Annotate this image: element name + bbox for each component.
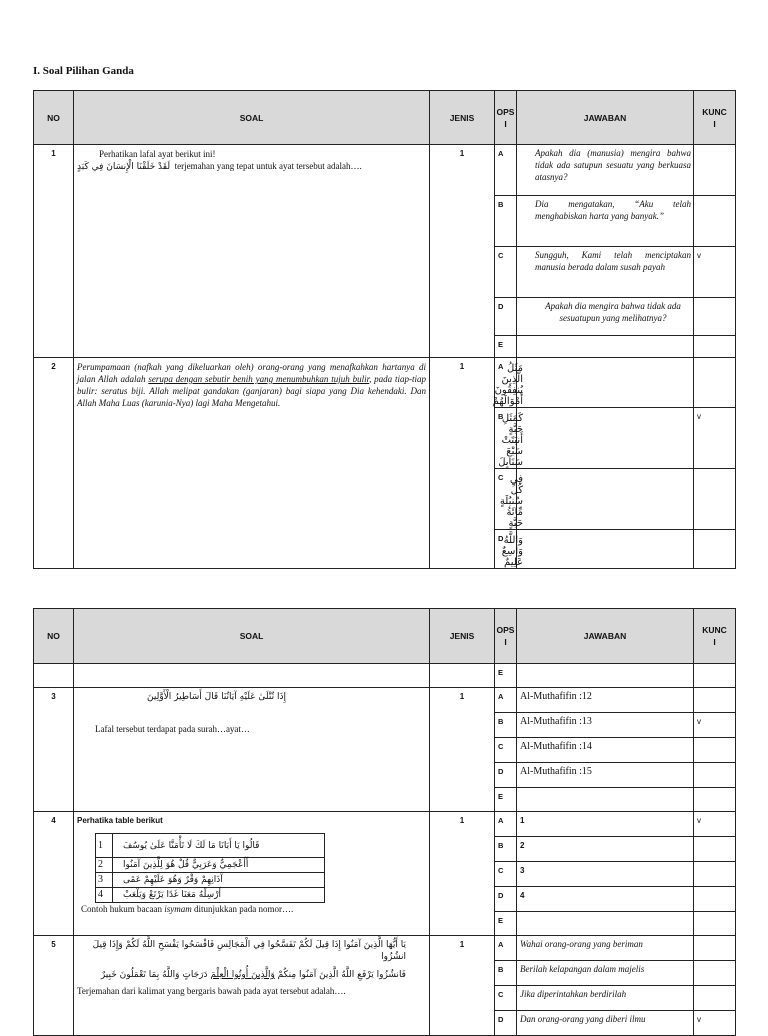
answer-option: Dan orang-orang yang diberi ilmu xyxy=(517,1011,694,1036)
answer-option: كَمَثَلِ حَبَّةٍ أَنبَتَتْ سَبْعَ سَنَابِلَ xyxy=(517,408,694,469)
option-label: D xyxy=(495,298,517,336)
answer-key: v xyxy=(694,408,736,469)
answer-key xyxy=(694,530,736,569)
answer-option: Dia mengatakan, “Aku telah menghabiskan harta yang banyak.” xyxy=(517,196,694,247)
question-text: يَا أَيُّهَا الَّذِينَ آمَنُوا إِذَا قِيلَ لَكُمْ تَفَسَّحُوا فِي الْمَجَالِسِ فَافْسَحُوا يَفْسَحِ اللَّهُ لَكُمْ وَإِذَا قِيلَ انشُزُوا فَانشُزُوا يَرْفَعِ اللَّهُ الَّذِينَ آمَنُوا مِنكُمْ وَالَّذِينَ أُوتُوا الْعِلْمَ دَرَجَاتٍ وَاللَّهُ بِمَا تَعْمَلُونَ خَبِيرٌ Terjemahan dari kalimat yang bergaris bawah pada ayat tersebut adalah…. xyxy=(74,936,430,1036)
example-table: 1 قَالُوا يَا أَبَانَا مَا لَكَ لَا تَأْمَنَّا عَلَىٰ يُوسُفَ 2 أَأَعْجَمِيٌّ وَعَرَبِيٌّ قُلْ هُوَ لِلَّذِينَ آمَنُوا 3 آذَانِهِمْ وَقْرٌ وَهُوَ عَلَيْهِمْ عَمًى 4 أَرْسِلْهُ مَعَنَا غَدًا يَرْتَعْ وَيَلْعَبْ xyxy=(95,833,325,903)
header-kunci: KUNC I xyxy=(694,609,736,664)
answer-key xyxy=(694,738,736,763)
answer-key xyxy=(694,358,736,408)
question-number: 1 xyxy=(34,145,74,358)
option-label: A xyxy=(495,145,517,196)
answer-option: Wahai orang-orang yang beriman xyxy=(517,936,694,961)
answer-option: Berilah kelapangan dalam majelis xyxy=(517,961,694,986)
option-label: D xyxy=(495,530,517,569)
option-label: B xyxy=(495,837,517,862)
option-label: D xyxy=(495,887,517,912)
answer-key: v xyxy=(694,713,736,738)
option-label: D xyxy=(495,763,517,788)
header-no: NO xyxy=(34,91,74,145)
answer-option: 1 xyxy=(517,812,694,837)
answer-key: v xyxy=(694,1011,736,1036)
table-row xyxy=(34,664,736,688)
header-jawaban: JAWABAN xyxy=(517,609,694,664)
header-soal: SOAL xyxy=(74,91,430,145)
answer-option: 2 xyxy=(517,837,694,862)
answer-key xyxy=(694,788,736,812)
header-jawaban: JAWABAN xyxy=(517,91,694,145)
answer-option: Apakah dia (manusia) mengira bahwa tidak ada satupun sesuatu yang berkuasa atasnya? xyxy=(517,145,694,196)
option-label: A xyxy=(495,358,517,408)
answer-key xyxy=(694,887,736,912)
table-row xyxy=(34,358,736,408)
option-label: A xyxy=(495,688,517,713)
answer-option: Jika diperintahkan berdirilah xyxy=(517,986,694,1011)
question-type: 1 xyxy=(430,812,495,936)
answer-option: فِي كُلِّ سُنبُلَةٍ مِّائَةُ حَبَّةٍ xyxy=(517,469,694,530)
answer-key xyxy=(694,298,736,336)
question-text: Perumpamaan (nafkah yang dikeluarkan oleh) orang-orang yang menafkahkan hartanya di jalan Allah adalah serupa dengan sebutir benih yang menumbuhkan tujuh bulir, pada tiap-tiap bulir: seratus biji. Allah melipat gandakan (ganjaran) bagi siapa yang Dia kehendaki. Dan Allah Maha Luas (karunia-Nya) lagi Maha Mengetahui. xyxy=(74,358,430,569)
question-text: Perhatikan lafal ayat berikut ini! لَقَدْ خَلَقْنَا الْإِنسَانَ فِي كَبَدٍ terjemahan yang tepat untuk ayat tersebut adalah…. xyxy=(74,145,430,358)
table-row xyxy=(34,688,736,713)
option-label: E xyxy=(495,664,517,688)
question-table-2 xyxy=(33,608,736,1036)
answer-option: Al-Muthafifin :15 xyxy=(517,763,694,788)
answer-option xyxy=(517,912,694,936)
option-label: B xyxy=(495,196,517,247)
option-label: B xyxy=(495,713,517,738)
option-label: C xyxy=(495,469,517,530)
answer-key xyxy=(694,688,736,713)
header-no: NO xyxy=(34,609,74,664)
table-row xyxy=(34,812,736,837)
header-opsi: OPS I xyxy=(495,91,517,145)
answer-key xyxy=(694,862,736,887)
table-row xyxy=(34,936,736,961)
question-number: 3 xyxy=(34,688,74,812)
option-label: C xyxy=(495,247,517,298)
answer-option xyxy=(517,336,694,358)
option-label: C xyxy=(495,986,517,1011)
header-soal: SOAL xyxy=(74,609,430,664)
answer-key xyxy=(694,961,736,986)
header-jenis: JENIS xyxy=(430,91,495,145)
answer-option: Al-Muthafifin :12 xyxy=(517,688,694,713)
option-label: C xyxy=(495,738,517,763)
answer-option: وَاللَّهُ وَاسِعٌ عَلِيمٌ xyxy=(517,530,694,569)
answer-key xyxy=(694,196,736,247)
answer-key xyxy=(694,912,736,936)
answer-key xyxy=(694,837,736,862)
table-header-row xyxy=(34,609,736,664)
question-type: 1 xyxy=(430,145,495,358)
option-label: E xyxy=(495,336,517,358)
answer-option: Al-Muthafifin :13 xyxy=(517,713,694,738)
header-opsi: OPS I xyxy=(495,609,517,664)
option-label: E xyxy=(495,788,517,812)
question-text: Perhatika table berikut 1 قَالُوا يَا أَبَانَا مَا لَكَ لَا تَأْمَنَّا عَلَىٰ يُوسُفَ 2 أَأَعْجَمِيٌّ وَعَرَبِيٌّ قُلْ هُوَ لِلَّذِينَ آمَنُوا 3 آذَانِهِمْ وَقْرٌ وَهُوَ عَلَيْهِمْ عَمًى 4 أَرْسِلْهُ مَعَنَا غَدًا يَرْتَعْ وَيَلْعَبْ Contoh hukum bacaan isymam ditunjukkan pada nomor…. xyxy=(74,812,430,936)
answer-key xyxy=(694,145,736,196)
option-label: A xyxy=(495,812,517,837)
answer-option: 3 xyxy=(517,862,694,887)
table-header-row xyxy=(34,91,736,145)
header-jenis: JENIS xyxy=(430,609,495,664)
option-label: B xyxy=(495,408,517,469)
answer-key xyxy=(694,469,736,530)
answer-key: v xyxy=(694,812,736,837)
answer-option: 4 xyxy=(517,887,694,912)
answer-key xyxy=(694,986,736,1011)
option-label: A xyxy=(495,936,517,961)
question-table-1 xyxy=(33,90,736,569)
section-title: I. Soal Pilihan Ganda xyxy=(33,65,134,77)
question-number: 4 xyxy=(34,812,74,936)
answer-option xyxy=(517,788,694,812)
answer-key xyxy=(694,936,736,961)
question-number: 2 xyxy=(34,358,74,569)
answer-key xyxy=(694,336,736,358)
option-label: E xyxy=(495,912,517,936)
answer-key: v xyxy=(694,247,736,298)
option-label: B xyxy=(495,961,517,986)
question-text: إِذَا تُتْلَىٰ عَلَيْهِ آيَاتُنَا قَالَ أَسَاطِيرُ الْأَوَّلِينَ Lafal tersebut terdapat pada surah…ayat… xyxy=(74,688,430,812)
question-type: 1 xyxy=(430,358,495,569)
question-type: 1 xyxy=(430,688,495,812)
answer-option: Sungguh, Kami telah menciptakan manusia berada dalam susah payah xyxy=(517,247,694,298)
table-row xyxy=(34,145,736,196)
question-type: 1 xyxy=(430,936,495,1036)
answer-option: Al-Muthafifin :14 xyxy=(517,738,694,763)
option-label: C xyxy=(495,862,517,887)
question-number: 5 xyxy=(34,936,74,1036)
option-label: D xyxy=(495,1011,517,1036)
answer-key xyxy=(694,763,736,788)
header-kunci: KUNC I xyxy=(694,91,736,145)
answer-option: مَثَلُ الَّذِينَ يُنفِقُونَ أَمْوَالَهُمْ xyxy=(517,358,694,408)
answer-option: Apakah dia mengira bahwa tidak ada sesuatupun yang melihatnya? xyxy=(517,298,694,336)
